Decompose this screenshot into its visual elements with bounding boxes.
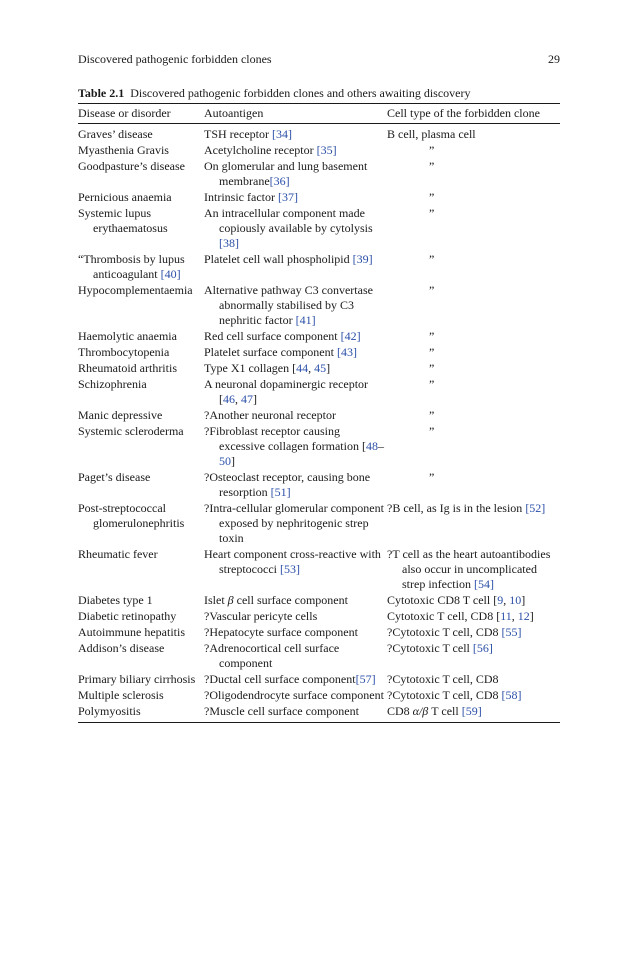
disease-cell: Systemic lupus erythaematosus — [78, 206, 168, 235]
citation-link[interactable]: [36] — [269, 174, 290, 188]
disease-cell: Myasthenia Gravis — [78, 143, 169, 157]
text-run: ?Another neuronal receptor — [204, 408, 336, 422]
table-row — [78, 124, 560, 143]
greek-symbol: β — [227, 593, 234, 607]
table-row — [78, 688, 560, 704]
table-row — [78, 641, 560, 672]
cell-type-cell — [387, 501, 560, 547]
autoantigen-cell — [204, 408, 387, 424]
autoantigen-cell — [204, 593, 387, 609]
autoantigen-cell — [204, 159, 387, 190]
text-run: ] — [253, 392, 257, 406]
text-run: ] — [521, 593, 526, 607]
table-row — [78, 704, 560, 723]
cell-type-cell — [387, 688, 560, 704]
text-run: ?Osteoclast receptor, causing bone resorption — [204, 470, 371, 499]
text-run: ?T cell as the heart autoantibodies also occur in uncomplicated strep infection — [387, 547, 551, 591]
table-row — [78, 424, 560, 470]
ditto-mark: ” — [429, 377, 435, 391]
citation-link[interactable]: 50 — [219, 454, 231, 468]
disease-cell: Multiple sclerosis — [78, 688, 164, 702]
autoantigen-cell — [204, 252, 387, 283]
citation-link[interactable]: [52] — [525, 501, 546, 515]
disease-cell: Manic depressive — [78, 408, 163, 422]
text-run: Platelet cell wall phospholipid — [204, 252, 353, 266]
text-run: ?Cytotoxic T cell, CD8 — [387, 672, 499, 686]
running-head-title: Discovered pathogenic forbidden clones — [78, 52, 272, 66]
cell-type-cell — [387, 672, 560, 688]
disease-cell: Goodpasture’s disease — [78, 159, 185, 173]
autoantigen-cell — [204, 345, 387, 361]
text-run: ] — [231, 454, 235, 468]
cell-type-cell — [387, 593, 560, 609]
citation-link[interactable]: [42] — [340, 329, 361, 343]
column-header-disease: Disease or disorder — [78, 104, 204, 124]
text-run: ?Cytotoxic T cell, CD8 — [387, 625, 502, 639]
autoantigen-cell — [204, 283, 387, 329]
text-run: ?Muscle cell surface component — [204, 704, 359, 718]
autoantigen-cell — [204, 124, 387, 143]
autoantigen-cell — [204, 688, 387, 704]
table-row — [78, 672, 560, 688]
table-row — [78, 501, 560, 547]
table-row — [78, 609, 560, 625]
disease-cell: Diabetic retinopathy — [78, 609, 177, 623]
autoantigen-cell — [204, 704, 387, 723]
ditto-mark: ” — [429, 470, 435, 484]
citation-link[interactable]: 45 — [314, 361, 327, 375]
table-body — [78, 124, 560, 723]
text-run: Red cell surface component — [204, 329, 341, 343]
text-run: ?Adrenocortical cell surface component — [204, 641, 340, 670]
text-run: Platelet surface component — [204, 345, 337, 359]
text-run: Type X1 collagen [ — [204, 361, 297, 375]
text-run: ?Ductal cell surface component — [204, 672, 356, 686]
text-run: A neuronal dopaminergic receptor [ — [204, 377, 369, 406]
cell-type-cell — [387, 704, 560, 723]
text-run: An intracellular component made copiously available by cytolysis — [204, 206, 373, 235]
ditto-mark: ” — [429, 361, 435, 375]
autoantigen-cell — [204, 424, 387, 470]
text-run: Intrinsic factor — [204, 190, 278, 204]
ditto-mark: ” — [429, 424, 435, 438]
text-run: ] — [529, 609, 534, 623]
citation-link[interactable]: [40] — [160, 267, 181, 281]
text-run: , — [308, 361, 315, 375]
column-header-cell-type: Cell type of the forbidden clone — [387, 104, 560, 124]
ditto-mark: ” — [429, 329, 435, 343]
disease-cell: Primary biliary cirrhosis — [78, 672, 196, 686]
text-run: CD8 — [387, 704, 413, 718]
table-row — [78, 159, 560, 190]
text-run: Cytotoxic CD8 T cell [ — [387, 593, 498, 607]
text-run: ] — [326, 361, 331, 375]
citation-link[interactable]: [51] — [270, 485, 291, 499]
disease-table — [78, 103, 560, 723]
autoantigen-cell — [204, 641, 387, 672]
disease-cell: Rheumatic fever — [78, 547, 158, 561]
citation-link[interactable]: 44 — [296, 361, 309, 375]
text-run: ?Oligodendrocyte surface component — [204, 688, 384, 702]
citation-link[interactable]: 12 — [517, 609, 530, 623]
disease-cell: Schizophrenia — [78, 377, 147, 391]
table-row — [78, 547, 560, 593]
table-caption — [78, 86, 560, 100]
ditto-mark: ” — [429, 159, 435, 173]
table-row — [78, 329, 560, 345]
disease-cell: Autoimmune hepatitis — [78, 625, 185, 639]
table-row — [78, 190, 560, 206]
autoantigen-cell — [204, 377, 387, 408]
greek-symbol: α/β — [412, 704, 429, 718]
autoantigen-cell — [204, 470, 387, 501]
cell-type-cell — [387, 547, 560, 593]
running-head — [78, 52, 560, 66]
text-run: ?Cytotoxic T cell — [387, 641, 473, 655]
citation-link[interactable]: [53] — [279, 562, 300, 576]
citation-link[interactable]: 47 — [241, 392, 253, 406]
ditto-mark: ” — [429, 283, 435, 297]
text-run: ?Hepatocyte surface component — [204, 625, 358, 639]
text-run: Cytotoxic T cell, CD8 [ — [387, 609, 501, 623]
text-run: ?Vascular pericyte cells — [204, 609, 318, 623]
text-run: Islet — [204, 593, 228, 607]
disease-cell: Post-streptococcal glomerulonephritis — [78, 501, 185, 530]
citation-link[interactable]: [57] — [355, 672, 376, 686]
text-run: ?B cell, as Ig is in the lesion — [387, 501, 526, 515]
table-container — [78, 86, 560, 723]
table-header-row — [78, 104, 560, 124]
disease-cell: Paget’s disease — [78, 470, 151, 484]
autoantigen-cell — [204, 361, 387, 377]
table-row — [78, 345, 560, 361]
disease-cell — [78, 252, 204, 283]
text-run: , — [503, 593, 510, 607]
autoantigen-cell — [204, 547, 387, 593]
ditto-mark: ” — [429, 190, 435, 204]
citation-link[interactable]: [39] — [352, 252, 373, 266]
autoantigen-cell — [204, 190, 387, 206]
cell-type-cell — [387, 625, 560, 641]
autoantigen-cell — [204, 609, 387, 625]
disease-cell: Hypocomplementaemia — [78, 283, 193, 297]
cell-type-cell — [387, 641, 560, 672]
table-row — [78, 361, 560, 377]
text-run: Heart component cross-reactive with streptococci — [204, 547, 381, 576]
citation-link[interactable]: 10 — [509, 593, 522, 607]
table-row — [78, 625, 560, 641]
autoantigen-cell — [204, 672, 387, 688]
table-label: Table 2.1 — [78, 86, 125, 100]
text-run: “Thrombosis by lupus anticoagulant — [78, 252, 185, 281]
text-run: B cell, plasma cell — [387, 127, 476, 141]
citation-link[interactable]: 48 — [365, 439, 378, 453]
citation-link[interactable]: [37] — [277, 190, 298, 204]
text-run: , — [235, 392, 241, 406]
table-row — [78, 283, 560, 329]
citation-link[interactable]: [56] — [472, 641, 493, 655]
disease-cell: Graves’ disease — [78, 127, 153, 141]
citation-link[interactable]: [35] — [316, 143, 337, 157]
citation-link[interactable]: [59] — [461, 704, 482, 718]
citation-link[interactable]: 9 — [497, 593, 504, 607]
text-run: ?Cytotoxic T cell, CD8 — [387, 688, 502, 702]
citation-link[interactable]: 46 — [223, 392, 235, 406]
autoantigen-cell — [204, 329, 387, 345]
table-row — [78, 377, 560, 408]
text-run: , — [511, 609, 518, 623]
text-run: Alternative pathway C3 convertase abnormally stabilised by C3 nephritic factor — [204, 283, 373, 327]
text-run: ?Fibroblast receptor causing excessive collagen formation [ — [204, 424, 366, 453]
ditto-mark: ” — [429, 143, 435, 157]
disease-cell: Diabetes type 1 — [78, 593, 153, 607]
citation-link[interactable]: 11 — [500, 609, 512, 623]
column-header-autoantigen: Autoantigen — [204, 104, 387, 124]
citation-link[interactable]: [38] — [219, 236, 239, 250]
disease-cell: Rheumatoid arthritis — [78, 361, 177, 375]
page-number: 29 — [548, 52, 560, 66]
text-run: On glomerular and lung basement membrane — [204, 159, 368, 188]
disease-cell: Thrombocytopenia — [78, 345, 170, 359]
disease-cell: Addison’s disease — [78, 641, 165, 655]
citation-link[interactable]: [58] — [501, 688, 522, 702]
disease-cell: Haemolytic anaemia — [78, 329, 177, 343]
text-run: – — [377, 439, 384, 453]
disease-cell: Polymyositis — [78, 704, 204, 723]
table-row — [78, 408, 560, 424]
table-row — [78, 470, 560, 501]
text-run: TSH receptor — [204, 127, 272, 141]
disease-cell: Pernicious anaemia — [78, 190, 172, 204]
autoantigen-cell — [204, 206, 387, 252]
text-run: cell surface component — [233, 593, 348, 607]
citation-link[interactable]: [41] — [295, 313, 316, 327]
ditto-mark: ” — [429, 206, 435, 220]
text-run: Acetylcholine receptor — [204, 143, 317, 157]
citation-link[interactable]: [54] — [473, 577, 494, 591]
autoantigen-cell — [204, 143, 387, 159]
autoantigen-cell — [204, 501, 387, 547]
ditto-mark: ” — [429, 252, 435, 266]
text-run: ?Intra-cellular glomerular component exposed by nephritogenic strep toxin — [204, 501, 384, 545]
ditto-mark: ” — [429, 345, 435, 359]
cell-type-cell — [387, 609, 560, 625]
citation-link[interactable]: [55] — [501, 625, 522, 639]
citation-link[interactable]: [34] — [271, 127, 292, 141]
cell-type-cell — [387, 124, 560, 143]
text-run: T cell — [428, 704, 462, 718]
table-caption-text: Discovered pathogenic forbidden clones and others awaiting discovery — [130, 86, 471, 100]
table-row — [78, 143, 560, 159]
ditto-mark: ” — [429, 408, 435, 422]
table-row — [78, 206, 560, 252]
disease-cell: Systemic scleroderma — [78, 424, 184, 438]
table-row — [78, 252, 560, 283]
table-row — [78, 593, 560, 609]
citation-link[interactable]: [43] — [336, 345, 357, 359]
autoantigen-cell — [204, 625, 387, 641]
